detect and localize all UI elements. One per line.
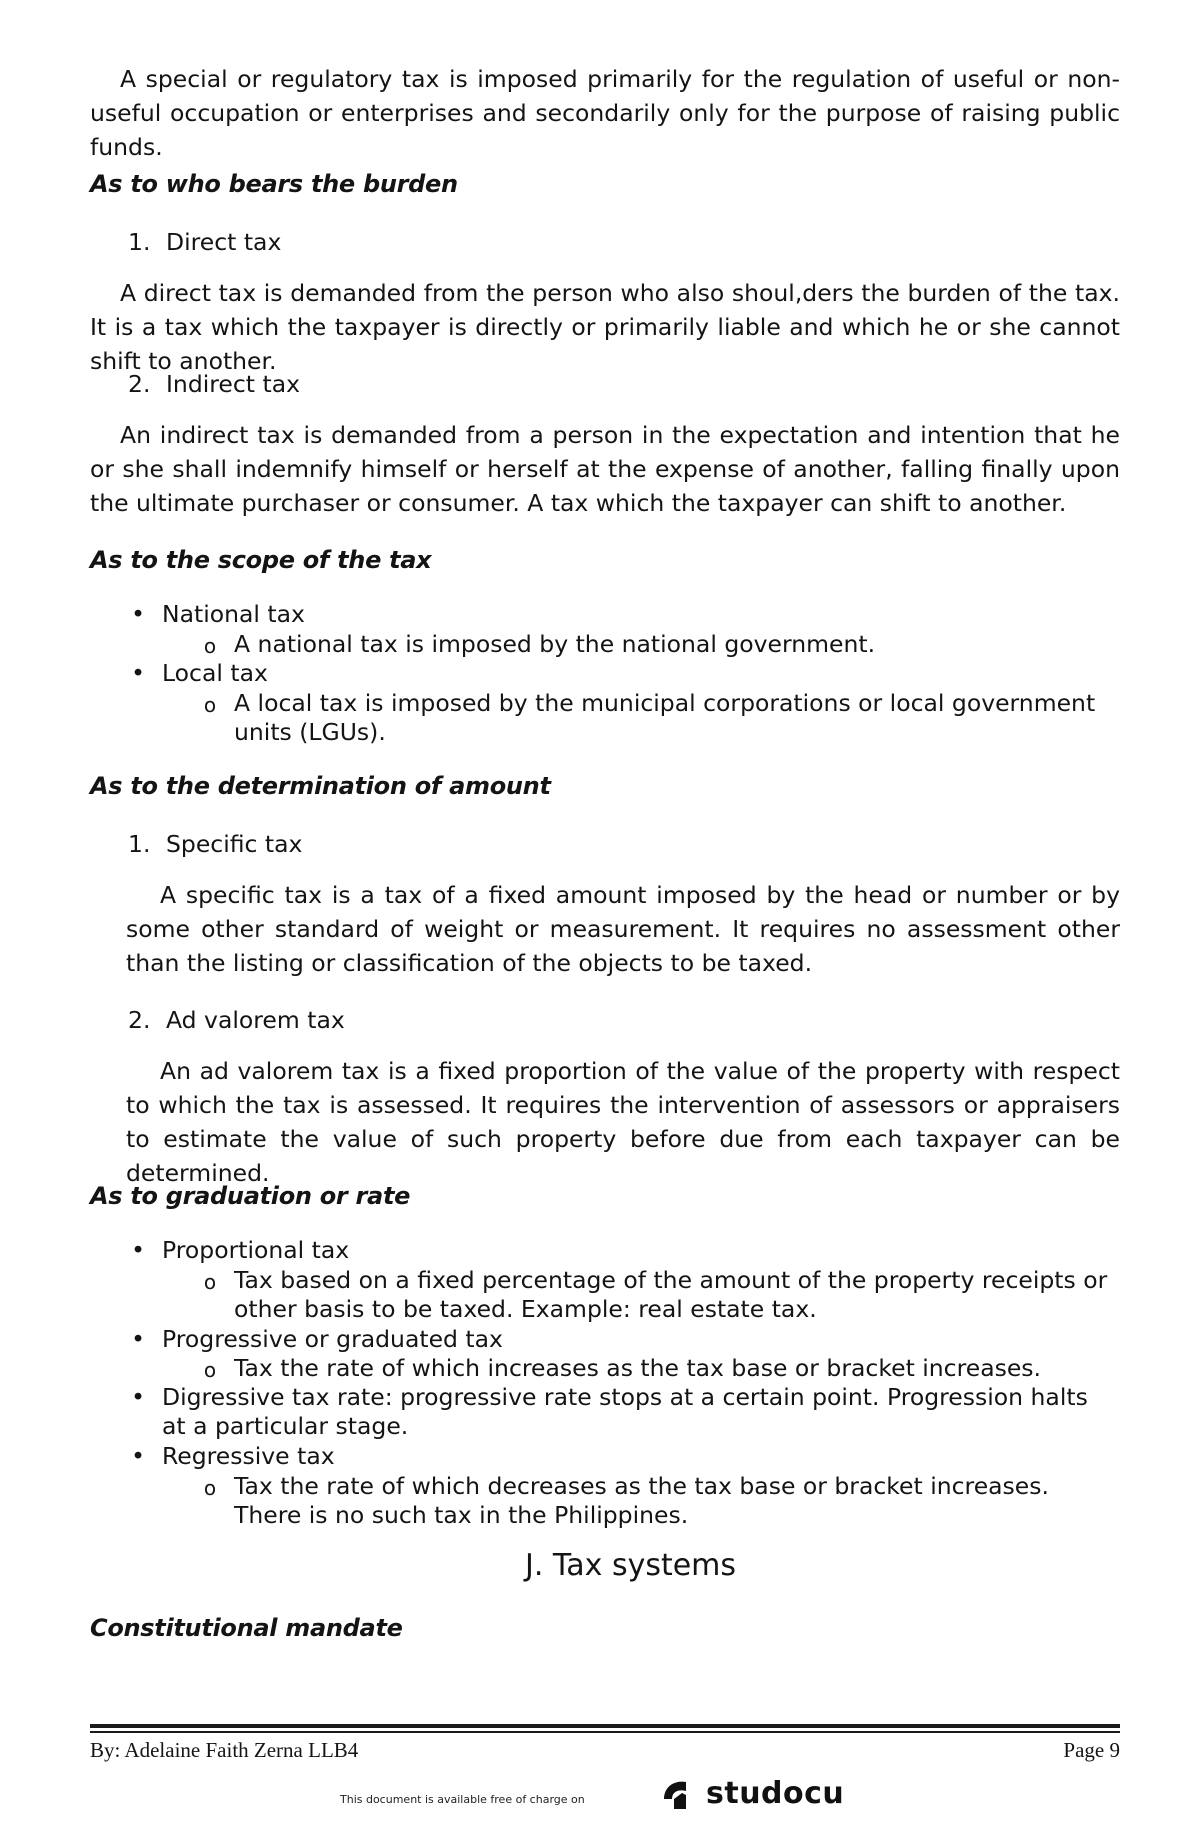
bullet-national-tax: • National tax [162,600,1112,629]
footer-page-number: Page 9 [1063,1738,1120,1762]
bullet-digressive-tax: • Digressive tax rate: progressive rate stops at a certain point. Progression halts at a particular stage. [162,1383,1112,1441]
list-title: Direct tax [166,228,282,256]
bullet-icon: • [131,600,145,628]
heading-amount: As to the determination of amount [90,772,551,800]
circle-bullet-icon: o [203,693,217,717]
heading-constitutional: Constitutional mandate [90,1614,403,1642]
list-title: Ad valorem tax [166,1006,345,1034]
bullet-proportional-tax: • Proportional tax [162,1236,1112,1265]
list-number: 2. [128,1006,151,1034]
document-page [90,0,1120,1848]
list-title: Indirect tax [166,370,301,398]
footer-rule-thin [90,1731,1120,1733]
heading-graduation: As to graduation or rate [90,1182,411,1210]
sub-progressive-tax: o Tax the rate of which increases as the tax base or bracket increases. [234,1354,1114,1383]
studocu-brand[interactable] [660,1776,844,1811]
bullet-regressive-tax: • Regressive tax [162,1442,1112,1471]
bullet-local-tax: • Local tax [162,659,1112,688]
footer-rule [90,1724,1120,1728]
specific-tax-paragraph: A specific tax is a tax of a fixed amount imposed by the head or number or by some other standard of weight or measurement. It requires no assessment other than the listing or classification of the objects to be taxed. [126,881,1120,977]
circle-bullet-icon: o [203,1476,217,1500]
indirect-tax-paragraph: An indirect tax is demanded from a person in the expectation and intention that he or she shall indemnify himself or herself at the expense of another, falling finally upon the ultimate purchaser or consumer. A tax which the taxpayer can shift to another. [90,421,1120,517]
heading-burden: As to who bears the burden [90,170,458,198]
ad-valorem-paragraph: An ad valorem tax is a fixed proportion of the value of the property with respect to which the tax is assessed. It requires the intervention of assessors or appraisers to estimate the value of such property before due from each taxpayer can be determined. [126,1057,1120,1187]
list-number: 2. [128,370,151,398]
sub-regressive-tax: o Tax the rate of which decreases as the tax base or bracket increases. There is no such tax in the Philippines. [234,1472,1114,1530]
specific-tax-title [128,830,302,858]
bullet-icon: • [131,1325,145,1353]
heading-scope: As to the scope of the tax [90,546,432,574]
bullet-icon: • [131,1442,145,1470]
list-number: 1. [128,830,151,858]
intro-paragraph: A special or regulatory tax is imposed primarily for the regulation of useful or non-useful occupation or enterprises and secondarily only for the purpose of raising public funds. [90,65,1120,161]
bullet-icon: • [131,659,145,687]
list-title: Specific tax [166,830,303,858]
studocu-logo-icon [660,1777,700,1811]
bullet-icon: • [131,1383,145,1411]
sub-national-tax: o A national tax is imposed by the national government. [234,630,1114,659]
indirect-tax-title [128,370,300,398]
direct-tax-title [128,228,281,256]
tax-systems-title: J. Tax systems [525,1548,737,1583]
sub-local-tax: o A local tax is imposed by the municipal corporations or local government units (LGUs). [234,689,1114,747]
footer-author: By: Adelaine Faith Zerna LLB4 [90,1738,359,1762]
list-number: 1. [128,228,151,256]
circle-bullet-icon: o [203,1270,217,1294]
free-notice: This document is available free of charge on [340,1793,585,1806]
circle-bullet-icon: o [203,634,217,658]
sub-proportional-tax: o Tax based on a fixed percentage of the amount of the property receipts or other basis to be taxed. Example: real estate tax. [234,1266,1114,1324]
bullet-progressive-tax: • Progressive or graduated tax [162,1325,1112,1354]
ad-valorem-title [128,1006,345,1034]
studocu-wordmark: studocu [706,1776,845,1811]
bullet-icon: • [131,1236,145,1264]
circle-bullet-icon: o [203,1358,217,1382]
direct-tax-paragraph: A direct tax is demanded from the person who also shoul,ders the burden of the tax. It is a tax which the taxpayer is directly or primarily liable and which he or she cannot shift to another. [90,279,1120,375]
